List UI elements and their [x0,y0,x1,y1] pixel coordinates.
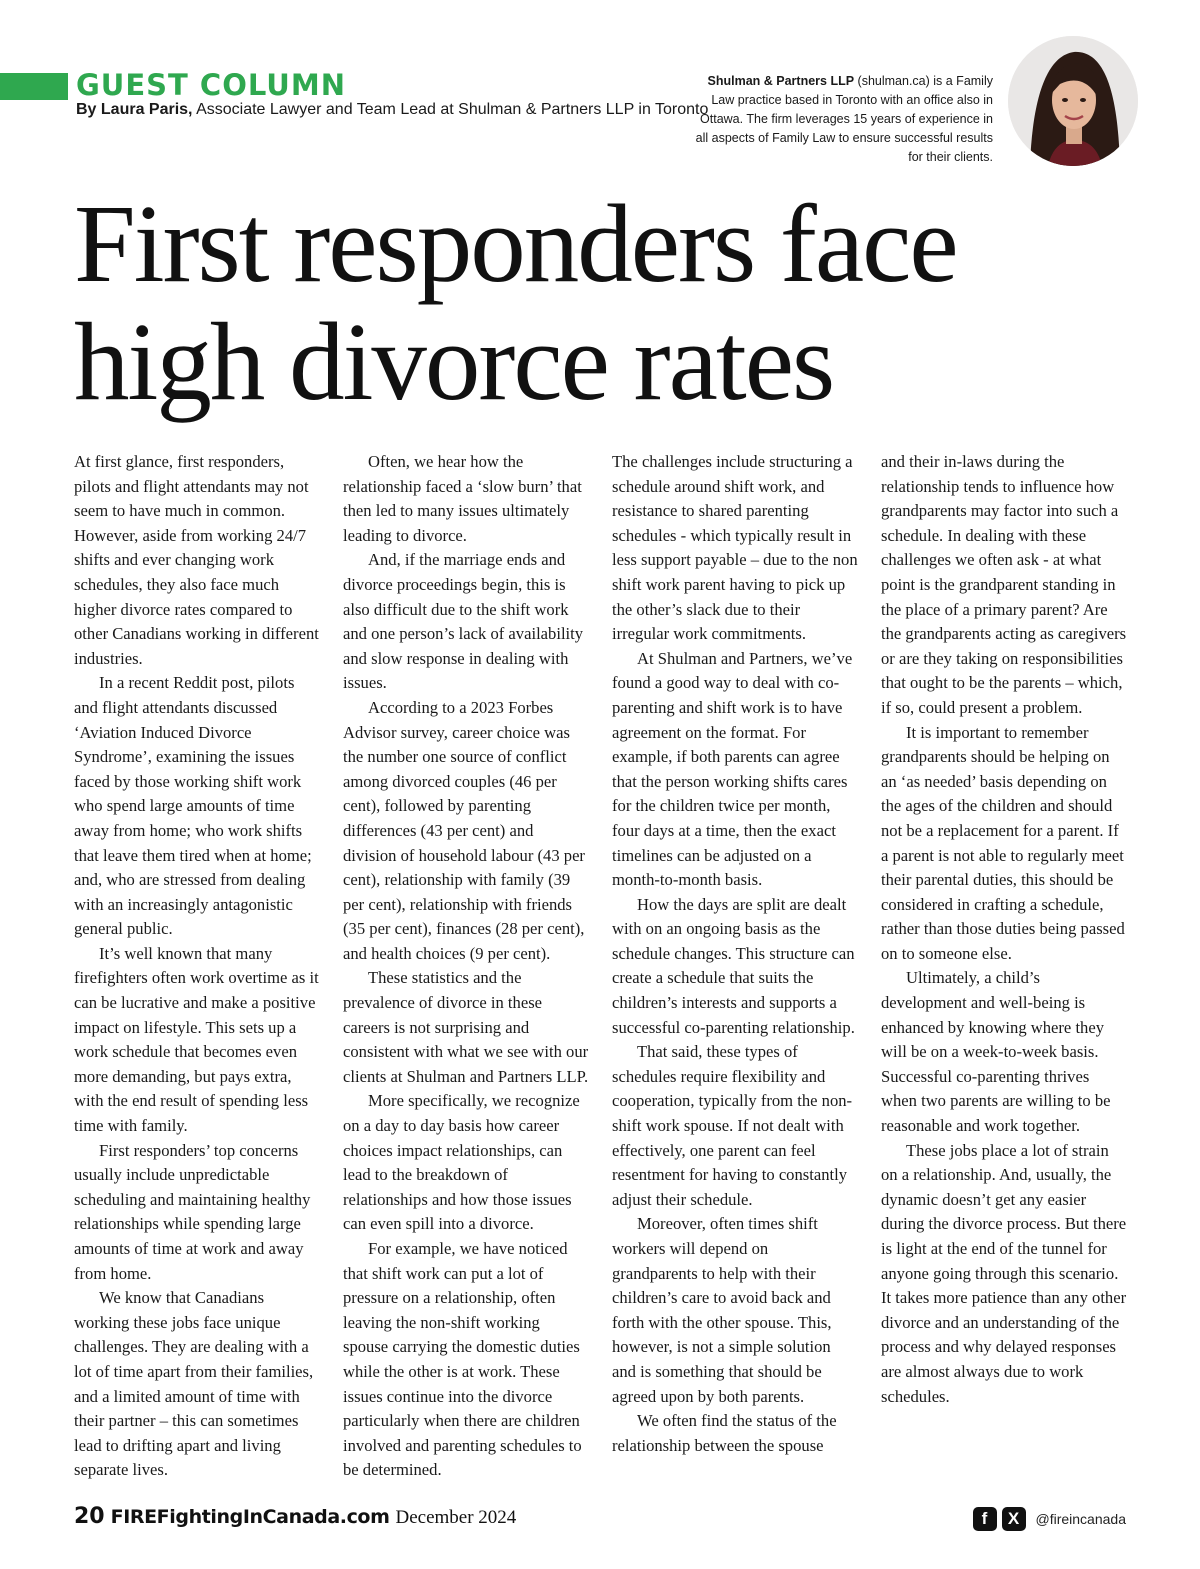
section-label: GUEST COLUMN [76,68,346,102]
page-number: 20 [74,1504,105,1529]
paragraph: For example, we have noticed that shift work can put a lot of pressure on a relationship, often leaving the non-shift working spouse carrying the domestic duties while the other is at work. These issues continue into the divorce particularly when there are children involved and parenting schedules to be determined. [343,1239,582,1480]
paragraph: The challenges include structuring a schedule around shift work, and resistance to shared parenting schedules - which typically result in less support payable – due to the non shift work parent having to pick up the other’s slack due to their irregular work commitments. [612,452,858,644]
paragraph: We know that Canadians working these jobs face unique challenges. They are dealing with a lot of time apart from their families, and a limited amount of time with their partner – this can sometimes lead to drifting apart and living separate lives. [74,1288,314,1480]
paragraph: We often find the status of the relationship between the spouse [612,1411,837,1455]
firm-name: Shulman & Partners LLP [707,74,855,88]
paragraph: At Shulman and Partners, we’ve found a good way to deal with co-parenting and shift work is to have agreement on the format. For example, if both parents can agree that the person working shifts cares for the children twice per month, four days at a time, then the exact timelines can be adjusted on a month-to-month basis. [612,648,853,890]
facebook-icon[interactable]: f [973,1507,997,1531]
byline-role: Associate Lawyer and Team Lead at Shulman & Partners LLP in Toronto [192,101,709,118]
headline [74,183,1154,424]
paragraph: Ultimately, a child’s development and well-being is enhanced by knowing where they will be on a week-to-week basis. Successful co-parenting thrives when two parents are willing to be reasonable and work together. [881,968,1111,1136]
social-handle[interactable]: @fireincanada [1035,1511,1126,1527]
paragraph: More specifically, we recognize on a day to day basis how career choices impact relationships, can lead to the breakdown of relationships and how those issues can even spill into a divorce. [343,1091,580,1234]
paragraph: Moreover, often times shift workers will depend on grandparents to help with their children’s care to avoid back and forth with the other spouse. This, however, is not a simple solution and is something that should be agreed upon by both parents. [612,1214,832,1406]
article-body [74,450,1130,1480]
article-column-4 [881,450,1127,1409]
article-column-1 [74,450,320,1483]
paragraph: That said, these types of schedules require flexibility and cooperation, typically from the non-shift work spouse. If not dealt with effectively, one parent can feel resentment for having to constantly adjust their schedule. [612,1042,853,1209]
article-column-2 [343,450,589,1483]
article-column-3 [612,450,858,1458]
paragraph: In a recent Reddit post, pilots and flight attendants discussed ‘Aviation Induced Divorce Syndrome’, examining the issues faced by those working shift work who spend large amounts of time away from home; who work shifts that leave them tired when at home; and, who are stressed from dealing with an increasingly antagonistic general public. [74,673,312,939]
byline [76,100,708,120]
headline-line-1: First responders face [74,183,957,306]
paragraph: At first glance, first responders, pilots and flight attendants may not seem to have much in common. However, aside from working 24/7 shifts and ever changing work schedules, they also face much higher divorce rates compared to other Canadians working in different industries. [74,452,319,668]
paragraph: These statistics and the prevalence of divorce in these careers is not surprising and consistent with what we see with our clients at Shulman and Partners LLP. [343,968,589,1086]
section-accent-bar [0,73,68,100]
author-photo [1008,36,1138,166]
paragraph: And, if the marriage ends and divorce proceedings begin, this is also difficult due to the shift work and one person’s lack of availability and slow response in dealing with issues. [343,550,584,693]
firm-blurb [693,72,993,167]
byline-author: By Laura Paris, [76,101,193,118]
magazine-site: FIREFightingInCanada.com [110,1506,390,1528]
paragraph: and their in-laws during the relationship tends to influence how grandparents may factor into such a schedule. In dealing with these challenges we often ask - at what point is the grandparent standing in the place of a primary parent? Are the grandparents acting as caregivers or are they taking on responsibilities that ought to be the parents – which, if so, could present a problem. [881,452,1127,717]
paragraph: First responders’ top concerns usually include unpredictable scheduling and maintaining healthy relationships while spending large amounts of time at work and away from home. [74,1140,311,1283]
paragraph: According to a 2023 Forbes Advisor survey, career choice was the number one source of conflict among divorced couples (46 per cent), followed by parenting differences (43 per cent) and division of household labour (43 per cent), relationship with family (39 per cent), relationship with friends (35 per cent), finances (28 per cent), and health choices (9 per cent). [343,697,585,963]
paragraph: Often, we hear how the relationship faced a ‘slow burn’ that then led to many issues ultimately leading to divorce. [343,452,582,545]
x-icon[interactable]: X [1002,1507,1026,1531]
paragraph: It’s well known that many firefighters often work overtime as it can be lucrative and make a positive impact on lifestyle. This sets up a work schedule that becomes even more demanding, but pays extra, with the end result of spending less time with family. [74,943,319,1136]
paragraph: How the days are split are dealt with on an ongoing basis as the schedule changes. This structure can create a schedule that suits the children’s interests and supports a successful co-parenting relationship. [612,894,855,1037]
page-footer [74,1503,516,1532]
author-portrait-illustration [1008,36,1138,166]
issue-date: December 2024 [395,1507,517,1528]
headline-line-2: high divorce rates [74,301,834,424]
firm-description: (shulman.ca) is a Family Law practice based in Toronto with an office also in Ottawa. The firm leverages 15 years of experience in all aspects of Family Law to ensure successful results for their clients. [695,74,993,164]
social-links [973,1507,1127,1531]
paragraph: These jobs place a lot of strain on a relationship. And, usually, the dynamic doesn’t get any easier during the divorce process. But there is light at the end of the tunnel for anyone going through this scenario. It takes more patience than any other divorce and an understanding of the process and why delayed responses are almost always due to work schedules. [881,1140,1127,1406]
paragraph: It is important to remember grandparents should be helping on an ‘as needed’ basis depending on the ages of the children and should not be a replacement for a parent. If a parent is not able to regularly meet their parental duties, this should be considered in crafting a schedule, rather than those duties being passed on to someone else. [881,722,1125,963]
